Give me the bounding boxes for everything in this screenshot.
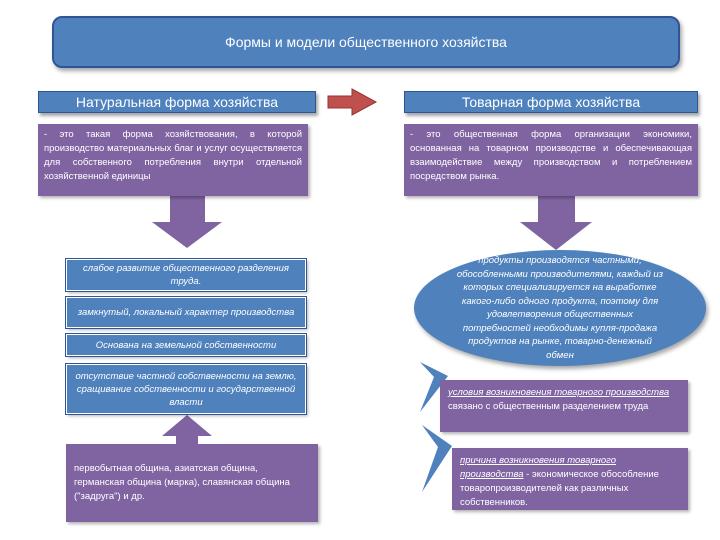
left-down-arrow [152,195,222,248]
commodity-production-oval: продукты производятся частными, обособленными производителями, каждый из которых специализируется на выработке какого-либо одного продукта, поэтому для удовлетворения общественных потребностей необходимы купля-продажа продуктов на рынке, товарно-денежный обмен [414,250,706,366]
natural-form-examples: первобытная община, азиатская община, германская община (марка), славянская община ("задруга") и др. [66,444,318,522]
feature-box: замкнутый, локальный характер производства [66,297,306,328]
condition-label: условия возникновения товарного производства [448,387,670,398]
cause-box [452,448,688,510]
feature-box: отсутствие частной собственности на землю, сращивание собственности и государственной власти [66,364,306,414]
cause-label: причина возникновения товарного производства [460,455,617,480]
cause-text: - экономическое обособление товаропроизводителей как различных собственников. [460,469,659,508]
commodity-form-definition: - это общественная форма организации экономики, основанная на товарном производстве и обеспечивающая взаимодействие между производством и потреблением посредством рынка. [404,124,698,196]
feature-box: Основана на земельной собственности [66,334,306,356]
feature-box: слабое развитие общественного разделения труда. [66,259,306,291]
condition-box [440,380,688,432]
chevron-arrow-2 [422,425,452,492]
diagram-title: Формы и модели общественного хозяйства [52,16,680,68]
condition-text: связано с общественным разделением труда [448,401,649,412]
natural-form-definition: - это такая форма хозяйствования, в которой производство материальных благ и услуг осуществляется для собственного потребления внутри отдельной хозяйственной единицы [38,124,308,196]
left-up-arrow [162,415,212,444]
natural-form-header: Натуральная форма хозяйства [38,91,316,113]
right-down-arrow [520,195,592,250]
red-right-arrow [328,89,376,115]
commodity-form-header: Товарная форма хозяйства [404,91,698,113]
